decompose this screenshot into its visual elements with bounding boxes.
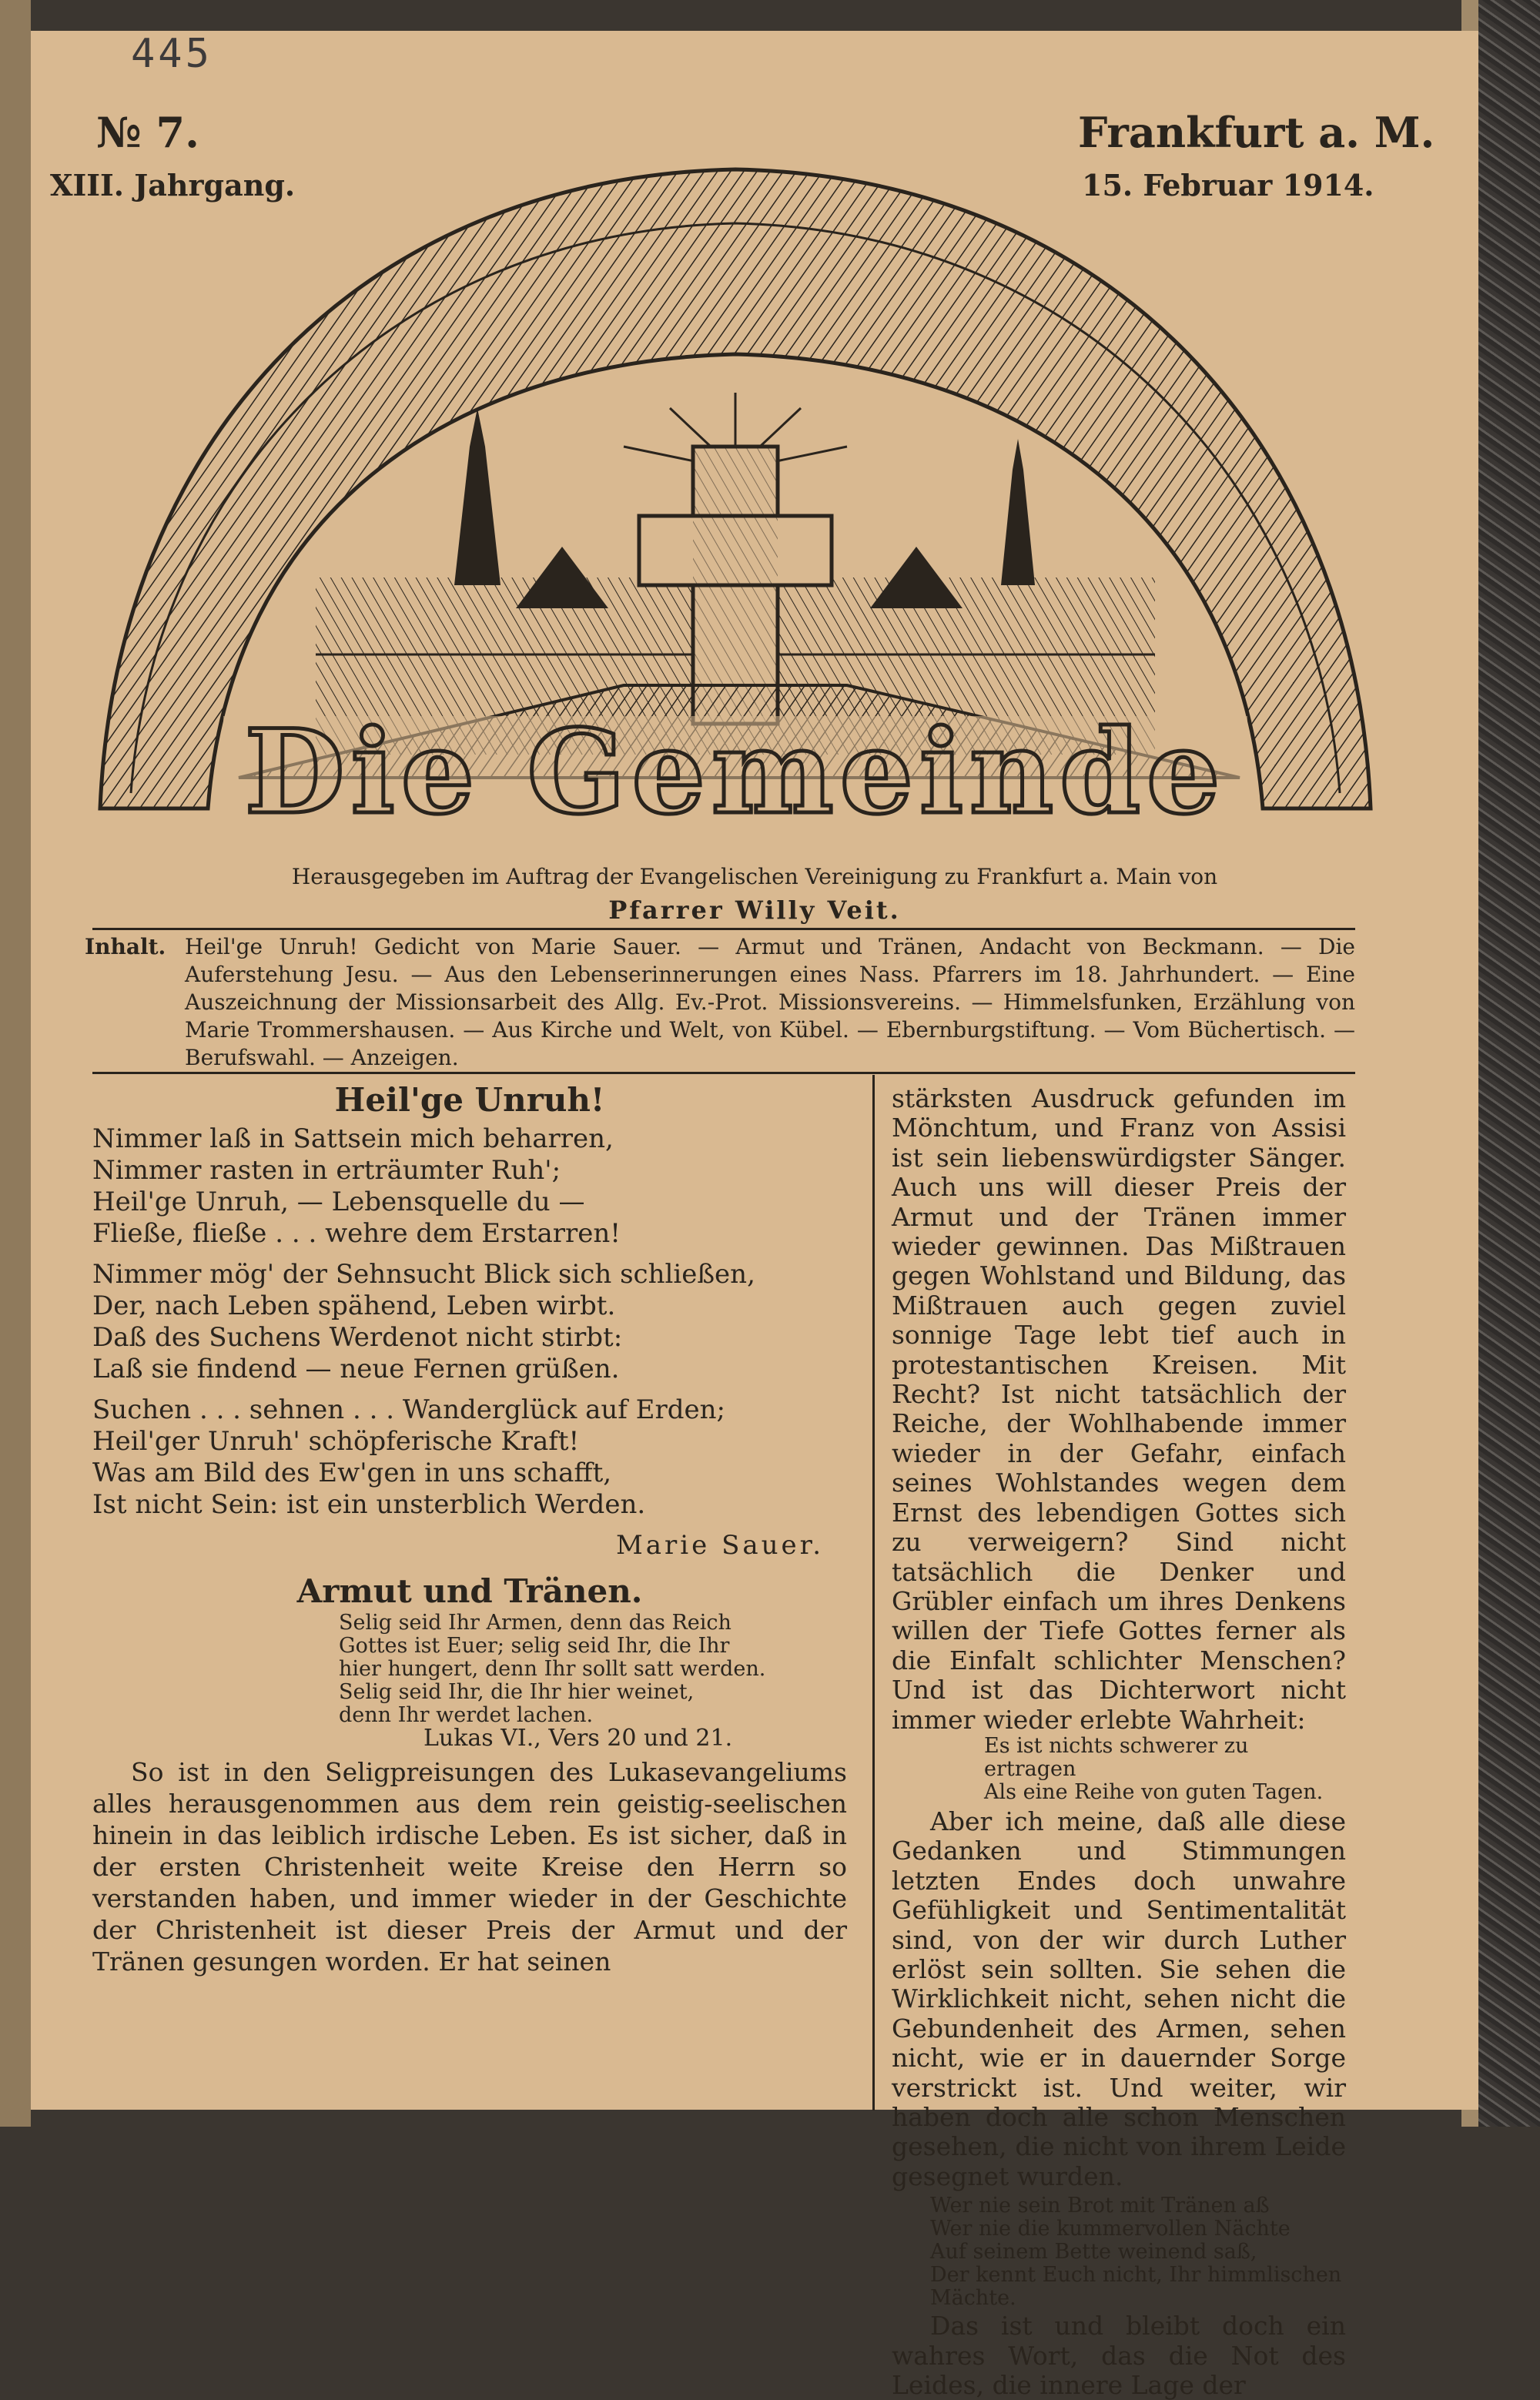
volume-year: XIII. Jahrgang. <box>50 168 296 203</box>
epigraph-line: Selig seid Ihr, die Ihr hier weinet, <box>339 1680 695 1704</box>
quote-line: Auf seinem Bette weinend saß, <box>930 2240 1257 2264</box>
quote-line: Als eine Reihe von guten Tagen. <box>984 1779 1324 1804</box>
place: Frankfurt a. M. <box>1078 108 1435 157</box>
poem-line: Was am Bild des Ew'gen in uns schafft, <box>92 1458 612 1488</box>
article-paragraph: Aber ich meine, daß alle diese Gedanken und Stimmungen letzten Endes doch unwahre Gefühligkeit und Sentimentalität sind, von der wir durch Luther erlöst sein sollten. Sie sehen die Wirklichkeit nicht, sehen nicht die Gebundenheit des Armen, sehen nicht, wie er in dauernder Sorge verstrickt ist. Und weiter, wir haben doch alle schon Menschen gesehen, die nicht von ihrem Leide gesegnet wurden. <box>892 1806 1346 2191</box>
poem-title: Heil'ge Unruh! <box>334 1081 605 1119</box>
editor-name: Pfarrer Willy Veit. <box>608 895 901 925</box>
title-lettering <box>223 705 1247 840</box>
left-column <box>92 1081 847 1977</box>
epigraph-line: hier hungert, denn Ihr sollt satt werden. <box>339 1657 766 1681</box>
epigraph-line: denn Ihr werdet lachen. <box>339 1703 594 1727</box>
poem-line: Suchen . . . sehnen . . . Wanderglück auf Erden; <box>92 1394 725 1425</box>
rule-top <box>92 928 1355 930</box>
right-column <box>892 1084 1346 2400</box>
epigraph-line: Selig seid Ihr Armen, denn das Reich <box>339 1611 732 1635</box>
quote-line: Wer nie die kummervollen Nächte <box>930 2217 1291 2241</box>
quote-block <box>930 2194 1346 2310</box>
handwritten-annotation: 445 <box>131 31 213 77</box>
poem-line: Laß sie findend — neue Fernen grüßen. <box>92 1354 620 1384</box>
newspaper-page <box>31 31 1478 2400</box>
article-paragraph: Das ist und bleibt doch ein wahres Wort, das die Not des Leides, die innere Lage der <box>892 2311 1346 2400</box>
poem-line: Nimmer mög' der Sehnsucht Blick sich schließen, <box>92 1259 755 1290</box>
svg-text:Die Gemeinde: Die Gemeinde <box>244 705 1227 840</box>
poem-stanza <box>92 1259 847 1385</box>
masthead-illustration <box>85 115 1386 855</box>
quote-line: Der kennt Euch nicht, Ihr himmlischen Mächte. <box>930 2263 1342 2311</box>
quote-line: Es ist nichts schwerer zu ertragen <box>984 1733 1249 1781</box>
poem-line: Ist nicht Sein: ist ein unsterblich Werden. <box>92 1489 646 1520</box>
quote-line: Wer nie sein Brot mit Tränen aß <box>930 2194 1270 2218</box>
poem-line: Daß des Suchens Werdenot nicht stirbt: <box>92 1322 623 1353</box>
poem-line: Nimmer rasten in erträumter Ruh'; <box>92 1155 561 1186</box>
poem-line: Der, nach Leben spähend, Leben wirbt. <box>92 1290 616 1321</box>
epigraph-line: Gottes ist Euer; selig seid Ihr, die Ihr <box>339 1634 730 1658</box>
binding-cloth <box>1478 0 1540 2127</box>
poem-line: Heil'ge Unruh, — Lebensquelle du — <box>92 1187 585 1217</box>
article-title: Armut und Tränen. <box>296 1572 643 1610</box>
scan-left-edge <box>0 0 31 2127</box>
column-divider <box>872 1075 875 2110</box>
poem-line: Fließe, fließe . . . wehre dem Erstarren! <box>92 1218 621 1249</box>
issue-date: 15. Februar 1914. <box>1082 168 1374 203</box>
quote-block <box>984 1735 1346 1804</box>
toc-label: Inhalt. <box>85 934 166 959</box>
epigraph-source: Lukas VI., Vers 20 und 21. <box>424 1725 733 1752</box>
poem-author: Marie Sauer. <box>615 1530 824 1561</box>
epigraph <box>339 1612 847 1750</box>
poem-stanza <box>92 1394 847 1521</box>
publisher-line: Herausgegeben im Auftrag der Evangelischen Vereinigung zu Frankfurt a. Main von <box>291 864 1218 889</box>
article-paragraph: stärksten Ausdruck gefunden im Mönchtum, und Franz von Assisi ist sein liebenswürdigster Sänger. Auch uns will dieser Preis der Armut und der Tränen immer wieder gewinnen. Das Mißtrauen gegen Wohlstand und Bildung, das Mißtrauen auch gegen zuviel sonnige Tage lebt tief auch in protestantischen Kreisen. Mit Recht? Ist nicht tatsächlich der Reiche, der Wohlhabende immer wieder in der Gefahr, einfach seines Wohlstandes wegen dem Ernst des lebendigen Gottes sich zu verweigern? Sind nicht tatsächlich die Denker und Grübler einfach um ihres Denkens willen der Tiefe Gottes ferner als die Einfalt schlichter Menschen? Und ist das Dichterwort nicht immer wieder erlebte Wahrheit: <box>892 1083 1346 1735</box>
issue-number: № 7. <box>96 108 199 157</box>
article-paragraph: So ist in den Seligpreisungen des Lukasevangeliums alles herausgenommen aus dem rein geistig-seelischen hinein in das leiblich irdische Leben. Es ist sicher, daß in der ersten Christenheit weite Kreise den Herrn so verstanden haben, und immer wieder in der Geschichte der Christenheit ist dieser Preis der Armut und der Tränen gesungen worden. Er hat seinen <box>92 1757 847 1977</box>
poem-stanza <box>92 1123 847 1250</box>
poem-line: Nimmer laß in Sattsein mich beharren, <box>92 1123 614 1154</box>
rule-bottom <box>92 1072 1355 1074</box>
poem-line: Heil'ger Unruh' schöpferische Kraft! <box>92 1426 580 1457</box>
toc-text: Heil'ge Unruh! Gedicht von Marie Sauer. — Armut und Tränen, Andacht von Beckmann. — Die Auferstehung Jesu. — Aus den Lebenserinnerungen eines Nass. Pfarrers im 18. Jahrhundert. — Eine Auszeichnung der Missionsarbeit des Allg. Ev.-Prot. Missionsvereins. — Himmelsfunken, Erzählung von Marie Trommershausen. — Aus Kirche und Welt, von Kübel. — Ebernburgstiftung. — Vom Büchertisch. — Berufswahl. — Anzeigen. <box>185 934 1355 1070</box>
